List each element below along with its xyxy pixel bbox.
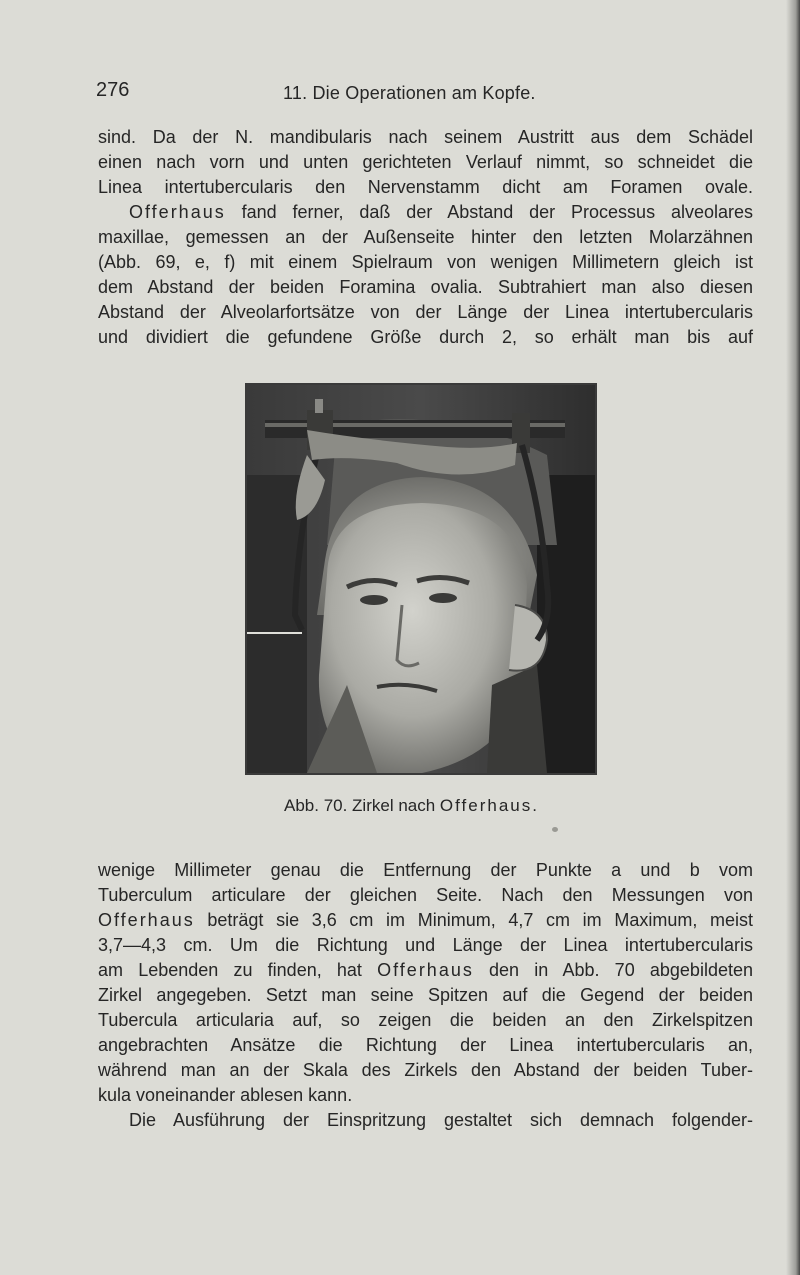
figure-photo (245, 383, 597, 775)
author-name: Offerhaus (377, 960, 474, 980)
author-name: Offerhaus (98, 910, 195, 930)
page-edge-shadow (786, 0, 800, 1275)
text-line: Abstand der Alveolarfortsätze von der Länge der Linea intertubercularis (98, 302, 753, 322)
text-line: kula voneinander ablesen kann. (98, 1085, 353, 1105)
page-number: 276 (96, 79, 130, 101)
text-line: sind. Da der N. mandibularis nach seinem Austritt aus dem Schädel (98, 127, 753, 147)
caption-author: Offerhaus (439, 796, 533, 815)
text-line: (Abb. 69, e, f) mit einem Spielraum von wenigen Millimetern gleich ist (98, 252, 753, 272)
text-line: Linea intertubercularis den Nervenstamm dicht am Foramen ovale. (98, 177, 753, 197)
text-line: 3,7—4,3 cm. Um die Richtung und Länge der Linea intertubercularis (98, 935, 753, 955)
text-line: dem Abstand der beiden Foramina ovalia. Subtrahiert man also diesen (98, 277, 753, 297)
text-line (98, 908, 753, 933)
text-line (98, 958, 753, 983)
print-speck (552, 827, 558, 832)
text-line: einen nach vorn und unten gerichteten Verlauf nimmt, so schneidet die (98, 152, 753, 172)
text-line: wenige Millimeter genau die Entfernung der Punkte a und b vom (98, 860, 753, 880)
text-run: am Lebenden zu finden, hat (98, 960, 378, 980)
text-line: angebrachten Ansätze die Richtung der Linea intertubercularis an, (98, 1035, 753, 1055)
running-head: 11. Die Operationen am Kopfe. (283, 83, 536, 103)
text-line (98, 200, 753, 225)
text-line: Tuberculum articulare der gleichen Seite. Nach den Messungen von (98, 885, 753, 905)
caption-text: Abb. 70. Zirkel nach (284, 796, 440, 815)
text-run: beträgt sie 3,6 cm im Minimum, 4,7 cm im Maximum, meist (194, 910, 753, 930)
text-line: während man an der Skala des Zirkels den Abstand der beiden Tuber- (98, 1060, 753, 1080)
text-line: Zirkel angegeben. Setzt man seine Spitzen auf die Gegend der beiden (98, 985, 753, 1005)
caption-period: . (532, 796, 537, 815)
photo-illustration (247, 385, 595, 773)
text-line: und dividiert die gefundene Größe durch 2, so erhält man bis auf (98, 327, 753, 347)
paragraph-1 (98, 125, 753, 350)
paragraph-2 (98, 858, 753, 1133)
author-name: Offerhaus (129, 202, 226, 222)
text-run: den in Abb. 70 abgebildeten (473, 960, 753, 980)
text-run: fand ferner, daß der Abstand der Processus alveolares (225, 202, 753, 222)
text-line: Die Ausführung der Einspritzung gestaltet sich demnach folgender- (129, 1110, 753, 1130)
text-line: Tubercula articularia auf, so zeigen die beiden an den Zirkelspitzen (98, 1010, 753, 1030)
text-line: maxillae, gemessen an der Außenseite hinter den letzten Molarzähnen (98, 227, 753, 247)
figure-caption (284, 796, 537, 816)
